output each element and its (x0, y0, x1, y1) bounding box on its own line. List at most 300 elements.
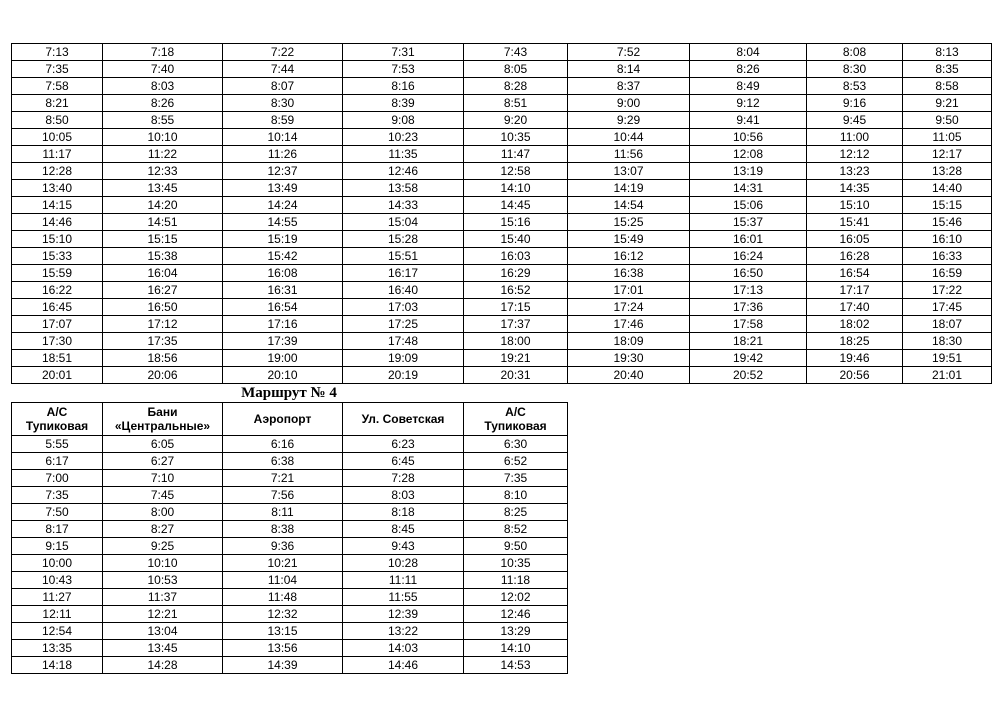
time-cell: 16:01 (690, 231, 807, 248)
time-cell: 8:52 (464, 521, 568, 538)
time-cell: 8:38 (223, 521, 343, 538)
time-cell: 8:07 (223, 78, 343, 95)
stop-name-line: Тупиковая (484, 419, 547, 433)
time-cell: 16:38 (568, 265, 690, 282)
time-cell: 8:08 (807, 44, 903, 61)
time-cell: 7:00 (12, 470, 103, 487)
time-cell: 14:45 (464, 197, 568, 214)
time-cell: 7:10 (103, 470, 223, 487)
time-cell: 14:19 (568, 180, 690, 197)
time-cell: 17:37 (464, 316, 568, 333)
time-cell: 6:30 (464, 436, 568, 453)
time-cell: 17:46 (568, 316, 690, 333)
time-cell: 16:12 (568, 248, 690, 265)
time-cell: 16:03 (464, 248, 568, 265)
time-cell: 14:35 (807, 180, 903, 197)
time-cell: 15:25 (568, 214, 690, 231)
time-cell: 20:10 (223, 367, 343, 384)
time-cell: 12:33 (103, 163, 223, 180)
time-cell: 19:00 (223, 350, 343, 367)
stop-name-line: А/С (505, 405, 526, 419)
time-cell: 8:11 (223, 504, 343, 521)
time-cell: 8:28 (464, 78, 568, 95)
time-cell: 18:02 (807, 316, 903, 333)
time-cell: 20:19 (343, 367, 464, 384)
time-cell: 8:16 (343, 78, 464, 95)
time-cell: 16:04 (103, 265, 223, 282)
time-cell: 6:05 (103, 436, 223, 453)
time-cell: 14:51 (103, 214, 223, 231)
time-cell: 15:10 (807, 197, 903, 214)
time-cell: 8:35 (903, 61, 992, 78)
time-cell: 11:18 (464, 572, 568, 589)
time-cell: 11:55 (343, 589, 464, 606)
time-cell: 9:29 (568, 112, 690, 129)
time-cell: 17:58 (690, 316, 807, 333)
time-cell: 8:03 (103, 78, 223, 95)
header-row (12, 403, 568, 436)
time-cell: 8:27 (103, 521, 223, 538)
time-cell: 7:50 (12, 504, 103, 521)
time-cell: 12:37 (223, 163, 343, 180)
time-cell: 16:40 (343, 282, 464, 299)
time-cell: 11:37 (103, 589, 223, 606)
time-cell: 7:40 (103, 61, 223, 78)
time-cell: 15:15 (103, 231, 223, 248)
time-cell: 10:53 (103, 572, 223, 589)
route-3-timetable (11, 43, 992, 384)
time-cell: 15:38 (103, 248, 223, 265)
time-cell: 9:12 (690, 95, 807, 112)
time-cell: 12:08 (690, 146, 807, 163)
time-cell: 14:46 (343, 657, 464, 674)
time-cell: 6:27 (103, 453, 223, 470)
time-cell: 11:00 (807, 129, 903, 146)
timetable-sheet (11, 43, 991, 674)
time-cell: 11:17 (12, 146, 103, 163)
time-cell: 19:46 (807, 350, 903, 367)
time-cell: 8:26 (103, 95, 223, 112)
stop-name-line: Аэропорт (253, 412, 312, 426)
time-cell: 7:31 (343, 44, 464, 61)
time-cell: 9:43 (343, 538, 464, 555)
time-cell: 10:05 (12, 129, 103, 146)
time-cell: 18:00 (464, 333, 568, 350)
time-cell: 8:50 (12, 112, 103, 129)
time-cell: 19:42 (690, 350, 807, 367)
time-cell: 7:58 (12, 78, 103, 95)
time-cell: 6:52 (464, 453, 568, 470)
time-cell: 15:28 (343, 231, 464, 248)
time-cell: 18:51 (12, 350, 103, 367)
time-cell: 5:55 (12, 436, 103, 453)
time-cell: 14:20 (103, 197, 223, 214)
time-cell: 9:16 (807, 95, 903, 112)
time-cell: 12:46 (464, 606, 568, 623)
time-cell: 8:39 (343, 95, 464, 112)
table-row (12, 197, 992, 214)
time-cell: 17:35 (103, 333, 223, 350)
time-cell: 16:50 (103, 299, 223, 316)
time-cell: 14:40 (903, 180, 992, 197)
time-cell: 12:12 (807, 146, 903, 163)
time-cell: 16:05 (807, 231, 903, 248)
time-cell: 6:17 (12, 453, 103, 470)
time-cell: 20:06 (103, 367, 223, 384)
time-cell: 6:45 (343, 453, 464, 470)
stop-name-line: «Центральные» (114, 419, 211, 433)
time-cell: 11:05 (903, 129, 992, 146)
time-cell: 15:46 (903, 214, 992, 231)
stop-name-line: Ул. Советская (361, 412, 445, 426)
time-cell: 18:21 (690, 333, 807, 350)
time-cell: 14:28 (103, 657, 223, 674)
stop-header (464, 403, 568, 436)
time-cell: 11:22 (103, 146, 223, 163)
route-title: Маршрут № 4 (241, 385, 337, 401)
time-cell: 13:40 (12, 180, 103, 197)
table-row (12, 95, 992, 112)
time-cell: 8:21 (12, 95, 103, 112)
time-cell: 10:14 (223, 129, 343, 146)
time-cell: 8:00 (103, 504, 223, 521)
table-row (12, 129, 992, 146)
time-cell: 17:13 (690, 282, 807, 299)
table-row (12, 231, 992, 248)
route-4-timetable (11, 402, 568, 674)
time-cell: 15:04 (343, 214, 464, 231)
time-cell: 16:27 (103, 282, 223, 299)
time-cell: 12:32 (223, 606, 343, 623)
time-cell: 12:58 (464, 163, 568, 180)
time-cell: 16:10 (903, 231, 992, 248)
time-cell: 12:02 (464, 589, 568, 606)
time-cell: 13:15 (223, 623, 343, 640)
time-cell: 17:48 (343, 333, 464, 350)
time-cell: 17:22 (903, 282, 992, 299)
table-row (12, 333, 992, 350)
table-row (12, 606, 568, 623)
time-cell: 9:08 (343, 112, 464, 129)
time-cell: 11:11 (343, 572, 464, 589)
time-cell: 11:35 (343, 146, 464, 163)
stop-name-line: Тупиковая (25, 419, 89, 433)
time-cell: 13:04 (103, 623, 223, 640)
time-cell: 6:16 (223, 436, 343, 453)
time-cell: 15:33 (12, 248, 103, 265)
time-cell: 13:35 (12, 640, 103, 657)
time-cell: 8:25 (464, 504, 568, 521)
time-cell: 7:43 (464, 44, 568, 61)
time-cell: 15:37 (690, 214, 807, 231)
time-cell: 16:50 (690, 265, 807, 282)
table-row (12, 44, 992, 61)
time-cell: 18:56 (103, 350, 223, 367)
time-cell: 13:49 (223, 180, 343, 197)
table-row (12, 299, 992, 316)
table-row (12, 248, 992, 265)
time-cell: 10:23 (343, 129, 464, 146)
time-cell: 13:56 (223, 640, 343, 657)
time-cell: 18:30 (903, 333, 992, 350)
time-cell: 17:01 (568, 282, 690, 299)
time-cell: 17:15 (464, 299, 568, 316)
time-cell: 20:40 (568, 367, 690, 384)
time-cell: 15:51 (343, 248, 464, 265)
table-row (12, 316, 992, 333)
time-cell: 18:07 (903, 316, 992, 333)
table-row (12, 350, 992, 367)
time-cell: 9:36 (223, 538, 343, 555)
time-cell: 17:17 (807, 282, 903, 299)
time-cell: 19:51 (903, 350, 992, 367)
time-cell: 20:52 (690, 367, 807, 384)
time-cell: 13:28 (903, 163, 992, 180)
time-cell: 8:14 (568, 61, 690, 78)
time-cell: 8:04 (690, 44, 807, 61)
time-cell: 17:36 (690, 299, 807, 316)
time-cell: 14:33 (343, 197, 464, 214)
time-cell: 17:16 (223, 316, 343, 333)
stop-header (343, 403, 464, 436)
time-cell: 13:23 (807, 163, 903, 180)
time-cell: 10:56 (690, 129, 807, 146)
time-cell: 15:49 (568, 231, 690, 248)
table-row (12, 180, 992, 197)
time-cell: 10:35 (464, 129, 568, 146)
stop-name-line: А/С (46, 405, 68, 419)
time-cell: 8:05 (464, 61, 568, 78)
time-cell: 11:56 (568, 146, 690, 163)
time-cell: 8:45 (343, 521, 464, 538)
time-cell: 13:29 (464, 623, 568, 640)
time-cell: 9:25 (103, 538, 223, 555)
table-row (12, 521, 568, 538)
time-cell: 8:51 (464, 95, 568, 112)
time-cell: 9:50 (903, 112, 992, 129)
table-row (12, 453, 568, 470)
time-cell: 8:53 (807, 78, 903, 95)
time-cell: 12:11 (12, 606, 103, 623)
time-cell: 15:59 (12, 265, 103, 282)
time-cell: 17:24 (568, 299, 690, 316)
time-cell: 17:45 (903, 299, 992, 316)
time-cell: 8:30 (223, 95, 343, 112)
time-cell: 14:39 (223, 657, 343, 674)
table-row (12, 640, 568, 657)
time-cell: 12:28 (12, 163, 103, 180)
time-cell: 14:24 (223, 197, 343, 214)
time-cell: 9:41 (690, 112, 807, 129)
time-cell: 8:10 (464, 487, 568, 504)
time-cell: 14:10 (464, 640, 568, 657)
time-cell: 12:17 (903, 146, 992, 163)
time-cell: 8:49 (690, 78, 807, 95)
time-cell: 15:06 (690, 197, 807, 214)
time-cell: 12:21 (103, 606, 223, 623)
time-cell: 14:53 (464, 657, 568, 674)
table-row (12, 282, 992, 299)
time-cell: 12:39 (343, 606, 464, 623)
time-cell: 7:45 (103, 487, 223, 504)
time-cell: 10:35 (464, 555, 568, 572)
time-cell: 14:31 (690, 180, 807, 197)
table-row (12, 61, 992, 78)
time-cell: 20:01 (12, 367, 103, 384)
time-cell: 16:54 (807, 265, 903, 282)
time-cell: 9:20 (464, 112, 568, 129)
time-cell: 8:55 (103, 112, 223, 129)
time-cell: 9:21 (903, 95, 992, 112)
time-cell: 8:37 (568, 78, 690, 95)
time-cell: 20:31 (464, 367, 568, 384)
time-cell: 15:10 (12, 231, 103, 248)
time-cell: 6:38 (223, 453, 343, 470)
time-cell: 8:03 (343, 487, 464, 504)
time-cell: 9:50 (464, 538, 568, 555)
time-cell: 15:15 (903, 197, 992, 214)
table-row (12, 657, 568, 674)
table-row (12, 623, 568, 640)
time-cell: 10:00 (12, 555, 103, 572)
table-row (12, 436, 568, 453)
time-cell: 16:24 (690, 248, 807, 265)
time-cell: 9:15 (12, 538, 103, 555)
time-cell: 16:28 (807, 248, 903, 265)
stop-header (12, 403, 103, 436)
time-cell: 15:42 (223, 248, 343, 265)
time-cell: 14:03 (343, 640, 464, 657)
time-cell: 7:18 (103, 44, 223, 61)
time-cell: 8:13 (903, 44, 992, 61)
time-cell: 13:22 (343, 623, 464, 640)
time-cell: 20:56 (807, 367, 903, 384)
table-row (12, 555, 568, 572)
time-cell: 19:30 (568, 350, 690, 367)
time-cell: 16:31 (223, 282, 343, 299)
time-cell: 10:10 (103, 129, 223, 146)
time-cell: 17:39 (223, 333, 343, 350)
table-row (12, 572, 568, 589)
table-row (12, 265, 992, 282)
time-cell: 7:56 (223, 487, 343, 504)
time-cell: 7:21 (223, 470, 343, 487)
table-row (12, 504, 568, 521)
time-cell: 14:46 (12, 214, 103, 231)
time-cell: 11:48 (223, 589, 343, 606)
time-cell: 8:30 (807, 61, 903, 78)
time-cell: 11:27 (12, 589, 103, 606)
time-cell: 8:58 (903, 78, 992, 95)
time-cell: 13:45 (103, 640, 223, 657)
time-cell: 9:00 (568, 95, 690, 112)
time-cell: 17:25 (343, 316, 464, 333)
time-cell: 8:17 (12, 521, 103, 538)
time-cell: 11:26 (223, 146, 343, 163)
stop-name-line: Бани (147, 405, 178, 419)
table-row (12, 487, 568, 504)
time-cell: 15:41 (807, 214, 903, 231)
time-cell: 13:58 (343, 180, 464, 197)
time-cell: 16:08 (223, 265, 343, 282)
time-cell: 18:25 (807, 333, 903, 350)
time-cell: 10:43 (12, 572, 103, 589)
time-cell: 15:16 (464, 214, 568, 231)
time-cell: 10:28 (343, 555, 464, 572)
time-cell: 7:44 (223, 61, 343, 78)
table-row (12, 112, 992, 129)
time-cell: 7:35 (12, 487, 103, 504)
time-cell: 16:59 (903, 265, 992, 282)
table-row (12, 589, 568, 606)
time-cell: 16:45 (12, 299, 103, 316)
time-cell: 14:54 (568, 197, 690, 214)
time-cell: 7:13 (12, 44, 103, 61)
time-cell: 21:01 (903, 367, 992, 384)
table-row (12, 470, 568, 487)
time-cell: 7:28 (343, 470, 464, 487)
time-cell: 11:47 (464, 146, 568, 163)
time-cell: 16:17 (343, 265, 464, 282)
time-cell: 8:26 (690, 61, 807, 78)
table-row (12, 214, 992, 231)
time-cell: 8:59 (223, 112, 343, 129)
time-cell: 17:40 (807, 299, 903, 316)
time-cell: 16:54 (223, 299, 343, 316)
time-cell: 7:35 (12, 61, 103, 78)
time-cell: 14:55 (223, 214, 343, 231)
time-cell: 7:52 (568, 44, 690, 61)
stop-header (223, 403, 343, 436)
table-row (12, 163, 992, 180)
time-cell: 19:21 (464, 350, 568, 367)
time-cell: 14:15 (12, 197, 103, 214)
time-cell: 6:23 (343, 436, 464, 453)
time-cell: 17:12 (103, 316, 223, 333)
time-cell: 15:19 (223, 231, 343, 248)
time-cell: 18:09 (568, 333, 690, 350)
time-cell: 13:19 (690, 163, 807, 180)
time-cell: 15:40 (464, 231, 568, 248)
time-cell: 16:22 (12, 282, 103, 299)
time-cell: 14:10 (464, 180, 568, 197)
table-row (12, 367, 992, 384)
time-cell: 16:33 (903, 248, 992, 265)
time-cell: 7:22 (223, 44, 343, 61)
stop-header (103, 403, 223, 436)
table-row (12, 538, 568, 555)
time-cell: 7:53 (343, 61, 464, 78)
time-cell: 12:46 (343, 163, 464, 180)
time-cell: 19:09 (343, 350, 464, 367)
time-cell: 10:10 (103, 555, 223, 572)
time-cell: 10:44 (568, 129, 690, 146)
time-cell: 17:30 (12, 333, 103, 350)
time-cell: 16:52 (464, 282, 568, 299)
time-cell: 17:03 (343, 299, 464, 316)
time-cell: 10:21 (223, 555, 343, 572)
time-cell: 12:54 (12, 623, 103, 640)
time-cell: 7:35 (464, 470, 568, 487)
time-cell: 11:04 (223, 572, 343, 589)
time-cell: 14:18 (12, 657, 103, 674)
table-row (12, 78, 992, 95)
time-cell: 9:45 (807, 112, 903, 129)
time-cell: 8:18 (343, 504, 464, 521)
time-cell: 13:45 (103, 180, 223, 197)
time-cell: 13:07 (568, 163, 690, 180)
time-cell: 16:29 (464, 265, 568, 282)
